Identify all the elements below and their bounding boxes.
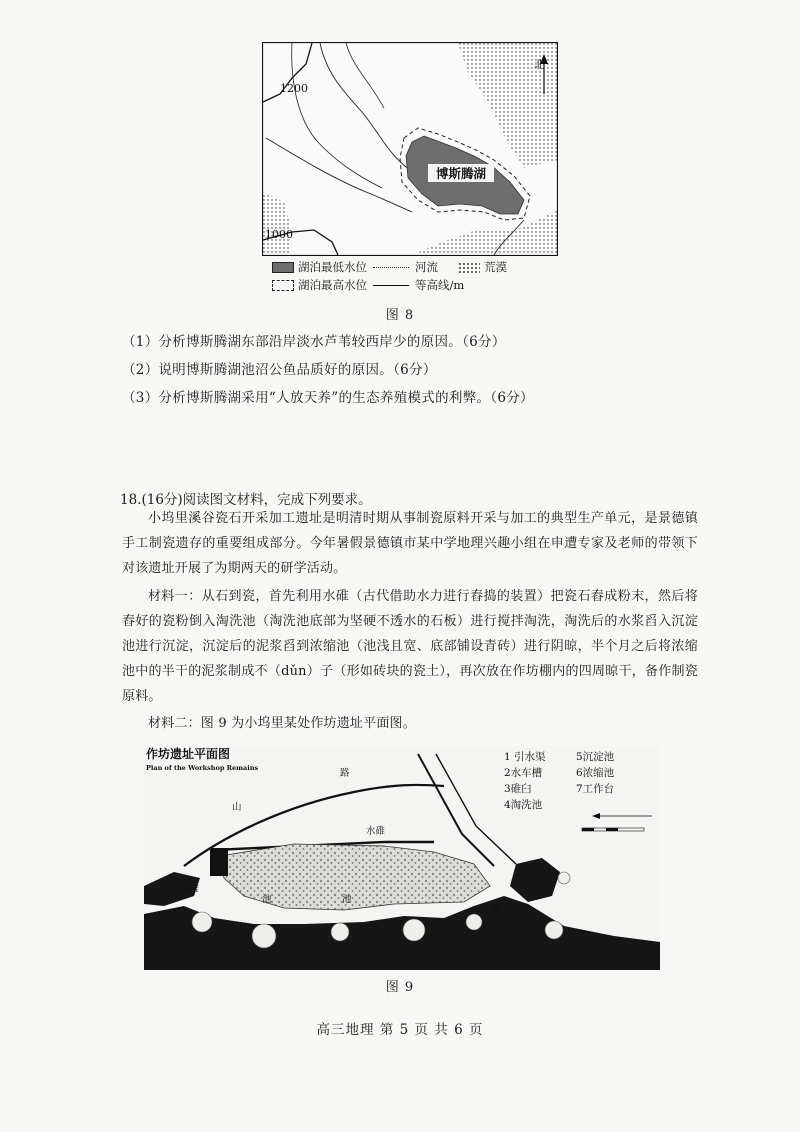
figure-8-legend [272, 258, 572, 294]
plan-legend-6: 6浓缩池 [576, 767, 615, 779]
plan-legend-4: 4淘洗池 [504, 799, 543, 811]
plan-legend-7: 7工作台 [576, 783, 615, 795]
plan-label-pool-1: 池 [262, 894, 272, 905]
plan-label-water-mill-2: 水碓 [180, 884, 200, 895]
plan-subtitle: Plan of the Workshop Remains [146, 764, 259, 772]
legend-desert: 荒漠 [484, 260, 507, 274]
water-wheel-slot [210, 848, 228, 876]
intro-paragraph: 小坞里溪谷瓷石开采加工遗址是明清时期从事制瓷原料开采与加工的典型生产单元，是景德镇手工制瓷遗存的重要组成部分。今年暑假景德镇市某中学地理兴趣小组在申遭专家及老师的带领下对该遗址开展了为期两天的研学活动。 [122, 511, 698, 576]
plan-label-road: 路 [340, 768, 350, 779]
plan-title: 作坊遗址平面图 [146, 747, 231, 761]
plan-legend-2: 2水车槽 [504, 767, 543, 779]
figure-8-map [262, 42, 558, 256]
legend-contour-swatch [373, 285, 409, 286]
plan-label-pool-2: 池 [342, 894, 352, 905]
legend-river-swatch [373, 267, 409, 268]
legend-river: 河流 [415, 260, 438, 274]
material-2 [122, 711, 698, 736]
plan-legend-3: 3碓臼 [504, 783, 532, 795]
plan-legend-5: 5沉淀池 [576, 751, 615, 763]
page-footer: 高三地理 第 5 页 共 6 页 [316, 1022, 484, 1038]
plan-label-water-mill-1: 水碓 [366, 826, 386, 837]
plan-label-pool-3: 池 [492, 904, 502, 915]
figure-9-plan [144, 746, 660, 970]
material-1-paragraph: 材料一：从石到瓷，首先利用水碓（古代借助水力进行舂捣的装置）把瓷石舂成粉末，然后将舂好的瓷粉倒入淘洗池（淘洗池底部为坚硬不透水的石板）进行搅拌淘洗，淘洗后的水浆舀入沉淀池进行沉淀，沉淀后的泥浆舀到浓缩池（池浅且宽、底部铺设青砖）进行阴晾，半个月之后将浓缩池中的半干的泥浆制成不（dǔn）子（形如砖块的瓷土），再次放在作坊棚内的四周晾干，备作制瓷原料。 [122, 589, 698, 704]
plan-legend-1: 1 引水渠 [504, 751, 546, 763]
material-1 [122, 584, 698, 709]
contour-label-1200: 1200 [280, 82, 308, 95]
question-17-1: （1）分析博斯腾湖东部沿岸淡水芦苇较西岸少的原因。（6分） [122, 334, 506, 350]
figure-8-caption: 图 8 [385, 308, 415, 323]
legend-contour: 等高线/m [415, 278, 465, 292]
legend-highest-swatch [272, 280, 294, 291]
legend-lowest-level: 湖泊最低水位 [298, 260, 367, 274]
lake-name-label: 博斯腾湖 [435, 166, 487, 181]
north-label: 北 [534, 58, 545, 71]
legend-highest-level: 湖泊最高水位 [298, 278, 367, 292]
legend-lake-swatch [272, 262, 294, 273]
material-2-paragraph: 材料二：图 9 为小坞里某处作坊遗址平面图。 [148, 716, 416, 731]
plan-label-mountain: 山 [232, 802, 242, 813]
legend-desert-swatch [458, 262, 480, 273]
question-17-2: （2）说明博斯腾湖池沼公鱼品质好的原因。（6分） [122, 362, 437, 378]
figure-9-caption: 图 9 [385, 980, 415, 995]
question-17-3: （3）分析博斯腾湖采用“人放天养”的生态养殖模式的利弊。（6分） [122, 390, 534, 406]
question-18-intro [122, 506, 698, 581]
contour-label-1000: 1000 [265, 228, 293, 241]
question-18-heading: 18.(16分)阅读图文材料，完成下列要求。 [120, 492, 372, 508]
